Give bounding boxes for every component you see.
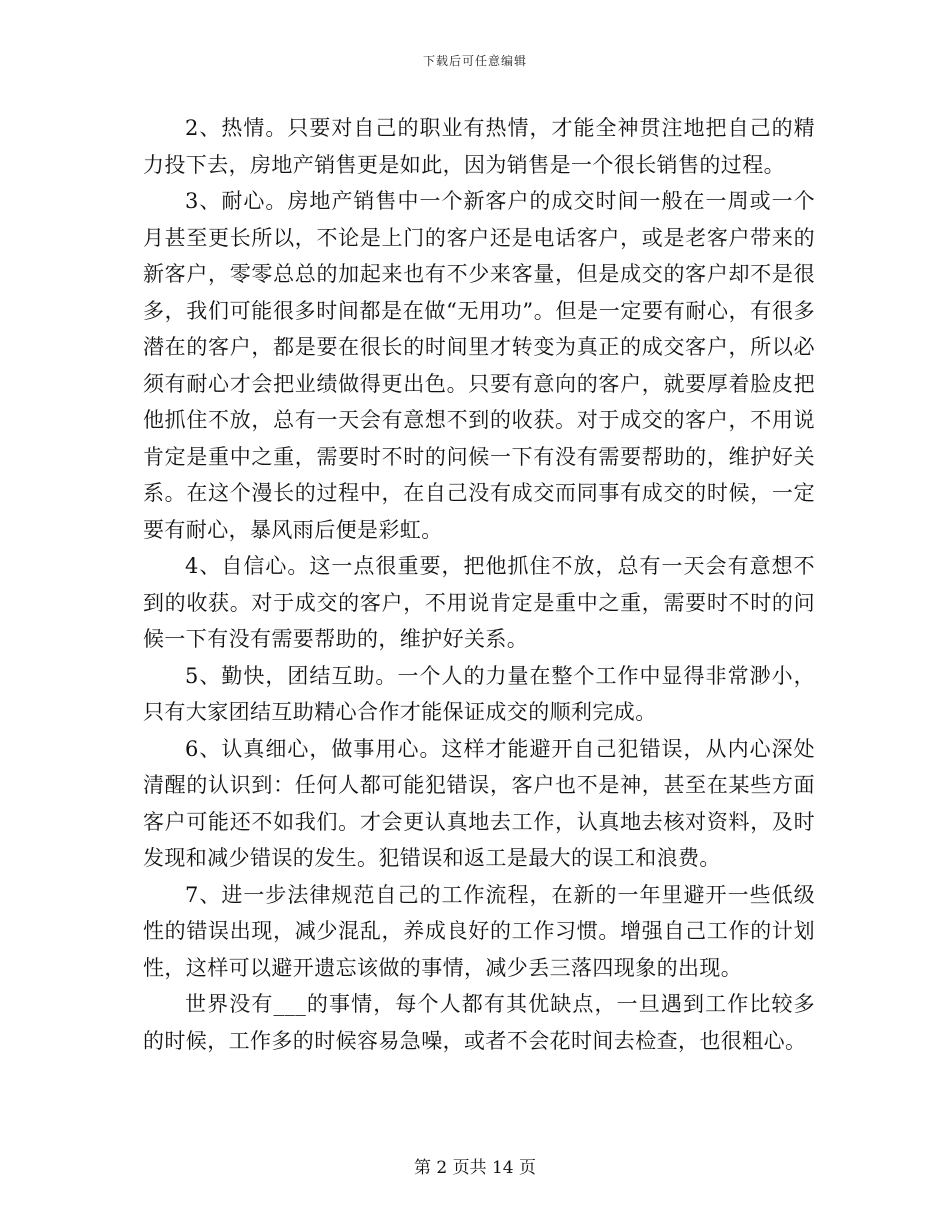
page-number-footer: 第 2 页共 14 页 bbox=[413, 1158, 537, 1178]
paragraph-conclusion: 世界没有___的事情，每个人都有其优缺点，一旦遇到工作比较多的时候，工作多的时候容易急噪，或者不会花时间去检查，也很粗心。 bbox=[143, 992, 815, 1053]
document-body bbox=[143, 110, 815, 1059]
paragraph-workflow: 7、进一步法律规范自己的工作流程，在新的一年里避开一些低级性的错误出现，减少混乱，养成良好的工作习惯。增强自己工作的计划性，这样可以避开遗忘该做的事情，减少丢三落四现象的出现。 bbox=[143, 882, 815, 980]
paragraph-confidence: 4、自信心。这一点很重要，把他抓住不放，总有一天会有意想不到的收获。对于成交的客户，不用说肯定是重中之重，需要时不时的问候一下有没有需要帮助的，维护好关系。 bbox=[143, 554, 815, 651]
page-header: 下载后可任意编辑 bbox=[422, 54, 527, 68]
paragraph-diligence: 5、勤快，团结互助。一个人的力量在整个工作中显得非常渺小，只有大家团结互助精心合作才能保证成交的顺利完成。 bbox=[143, 663, 815, 724]
paragraph-enthusiasm: 2、热情。只要对自己的职业有热情，才能全神贯注地把自己的精力投下去，房地产销售更是如此，因为销售是一个很长销售的过程。 bbox=[143, 116, 815, 177]
paragraph-patience: 3、耐心。房地产销售中一个新客户的成交时间一般在一周或一个月甚至更长所以，不论是上门的客户还是电话客户，或是老客户带来的新客户，零零总总的加起来也有不少来客量，但是成交的客户却不是很多，我们可能很多时间都是在做“无用功”。但是一定要有耐心，有很多潜在的客户，都是要在很长的时间里才转变为真正的成交客户，所以必须有耐心才会把业绩做得更出色。只要有意向的客户，就要厚着脸皮把他抓住不放，总有一天会有意想不到的收获。对于成交的客户，不用说肯定是重中之重，需要时不时的问候一下有没有需要帮助的，维护好关系。在这个漫长的过程中，在自己没有成交而同事有成交的时候，一定要有耐心，暴风雨后便是彩虹。 bbox=[143, 189, 815, 542]
paragraph-carefulness: 6、认真细心，做事用心。这样才能避开自己犯错误，从内心深处清醒的认识到：任何人都可能犯错误，客户也不是神，甚至在某些方面客户可能还不如我们。才会更认真地去工作，认真地去核对资料，及时发现和减少错误的发生。犯错误和返工是最大的误工和浪费。 bbox=[143, 736, 815, 870]
